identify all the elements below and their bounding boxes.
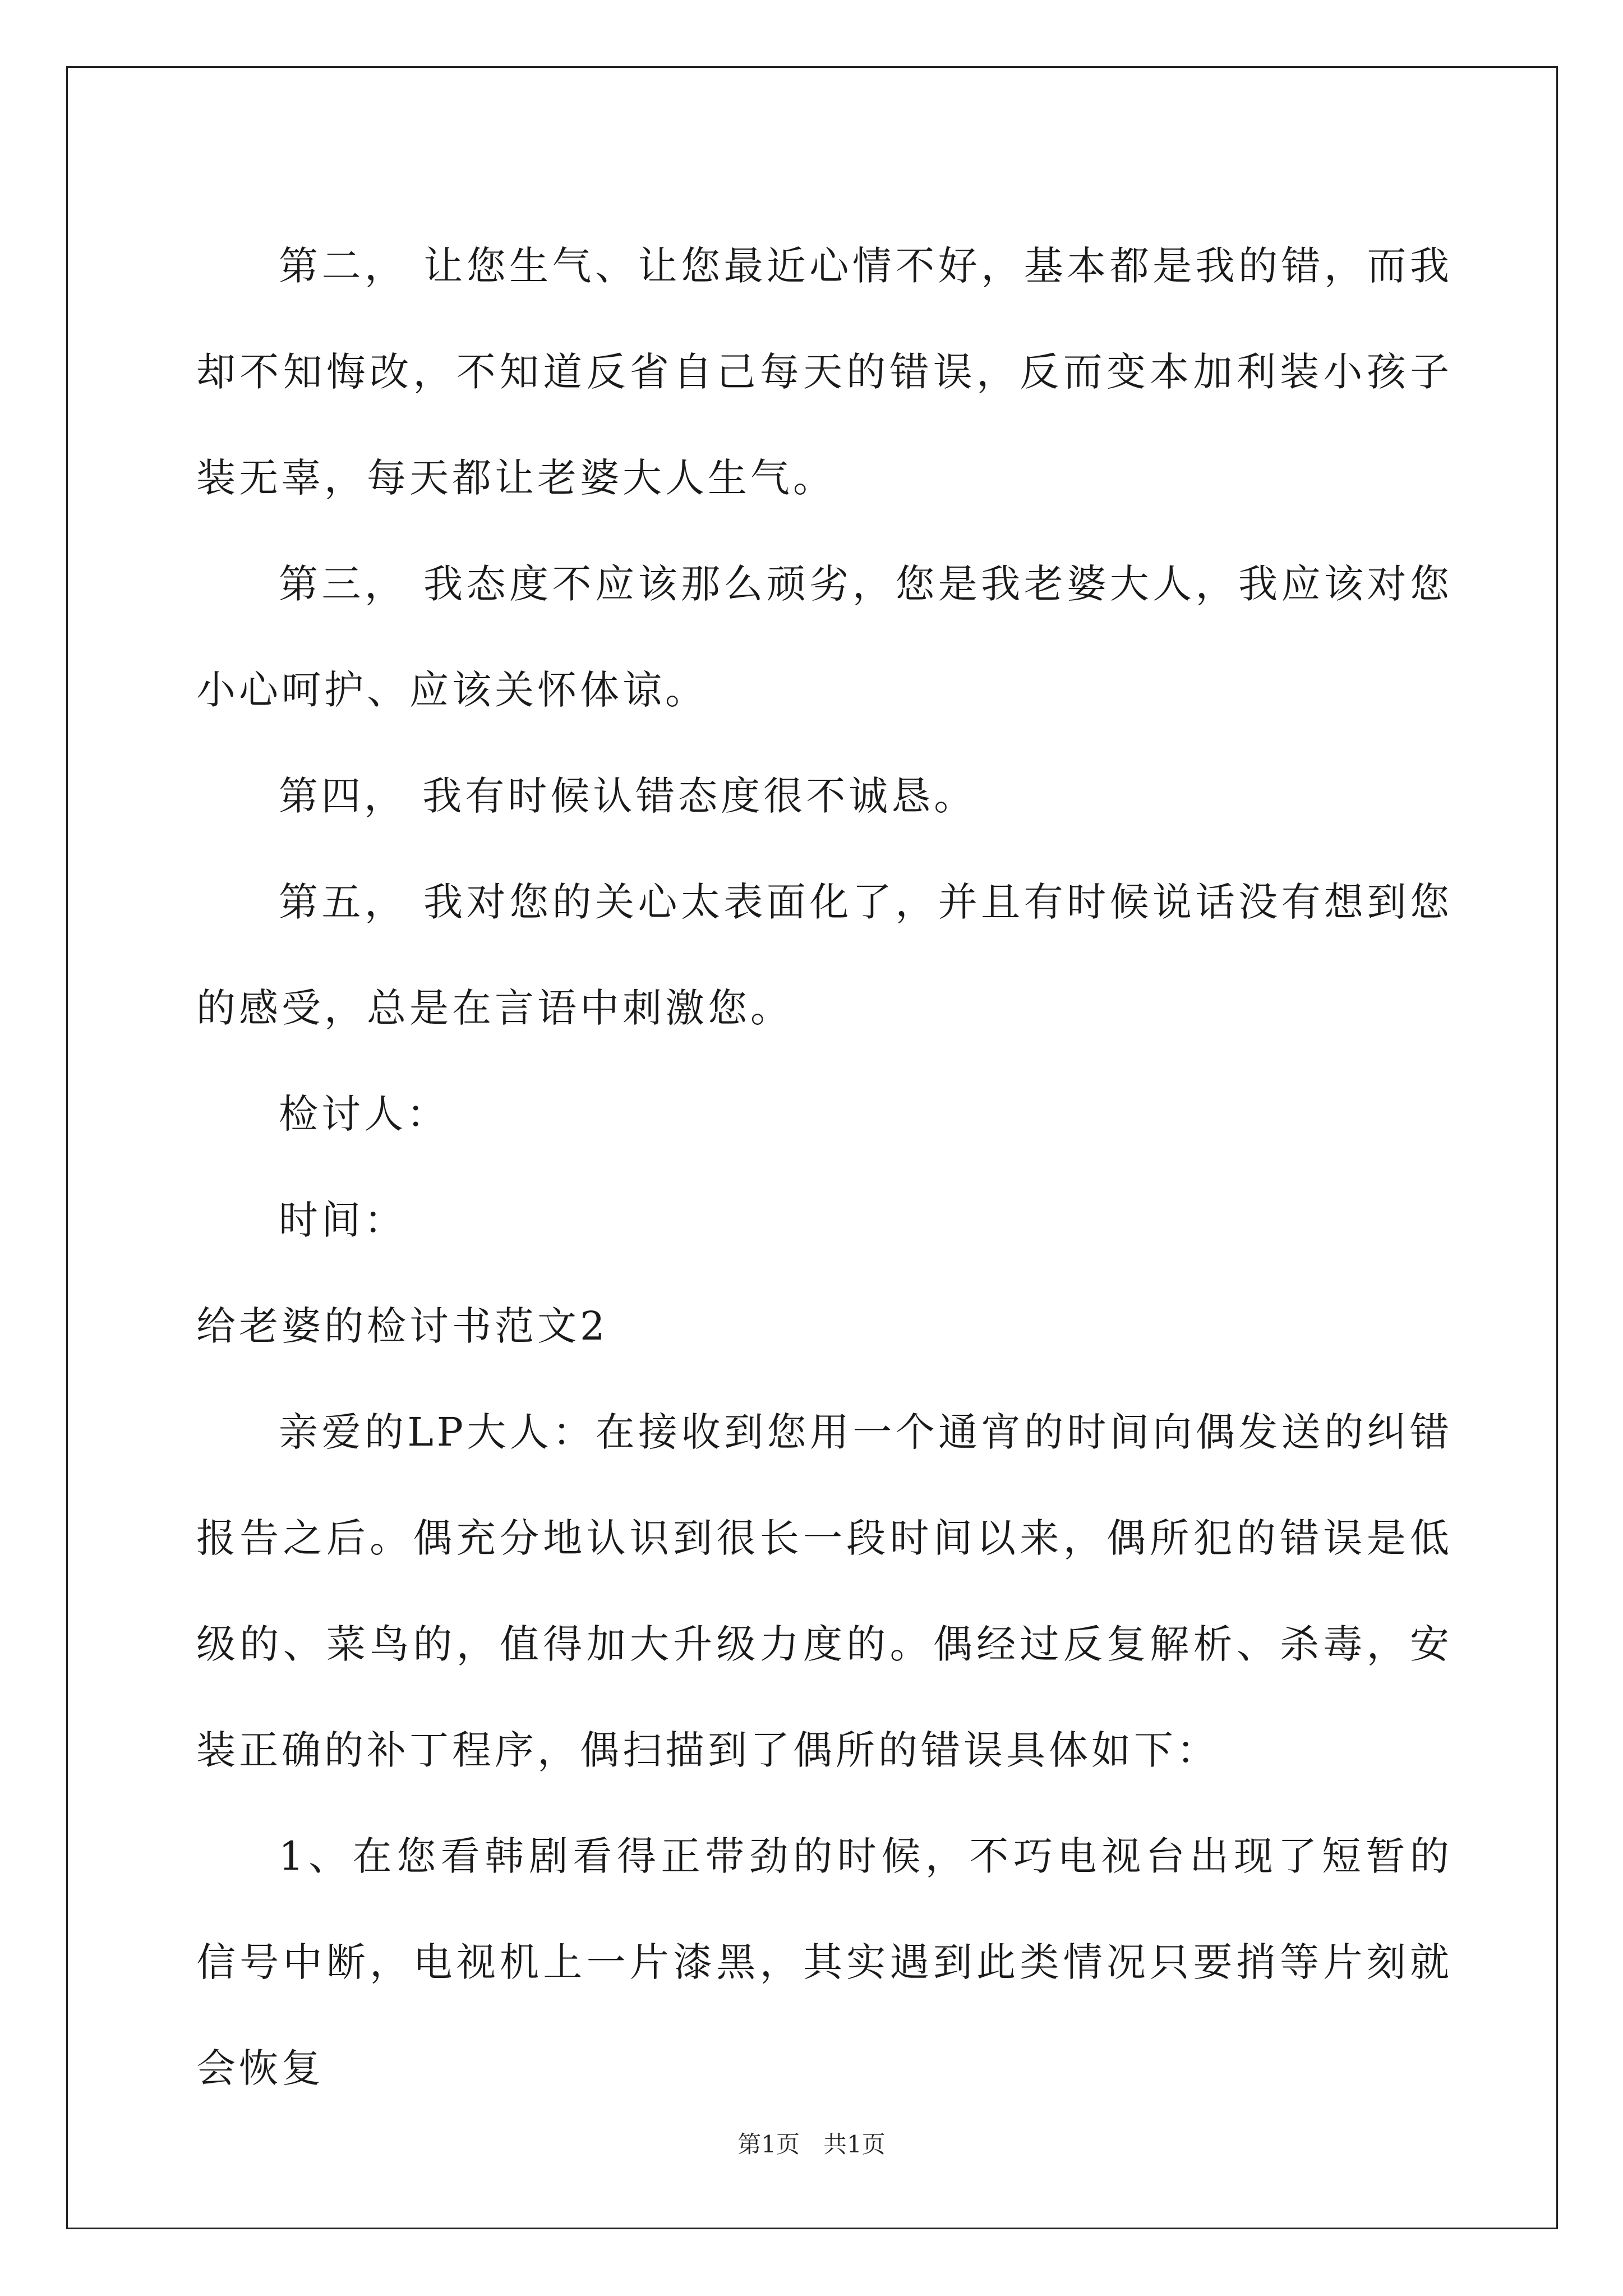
paragraph-3: 第三， 我态度不应该那么顽劣，您是我老婆大人，我应该对您小心呵护、应该关怀体谅。 <box>196 561 1453 713</box>
page-footer: 第1页 共1页 <box>737 2131 886 2158</box>
document-body <box>196 213 1453 2122</box>
paragraph-5: 第五， 我对您的关心太表面化了，并且有时候说话没有想到您的感受，总是在言语中刺激您。 <box>196 879 1453 1031</box>
reviewer-line: 检讨人： <box>279 1091 449 1137</box>
date-line: 时间： <box>279 1197 407 1243</box>
paragraph-4: 第四， 我有时候认错态度很不诚恳。 <box>279 773 977 819</box>
error-item-1: 1、在您看韩剧看得正带劲的时候，不巧电视台出现了短暂的信号中断，电视机上一片漆黑，其实遇到此类情况只要捎等片刻就会恢复 <box>196 1833 1453 2091</box>
paragraph-2: 第二， 让您生气、让您最近心情不好，基本都是我的错，而我却不知悔改，不知道反省自己每天的错误，反而变本加利装小孩子装无辜，每天都让老婆大人生气。 <box>196 243 1453 501</box>
letter-intro: 亲爱的LP大人：在接收到您用一个通宵的时间向偶发送的纠错报告之后。偶充分地认识到很长一段时间以来，偶所犯的错误是低级的、菜鸟的，值得加大升级力度的。偶经过反复解析、杀毒，安装正确的补丁程序，偶扫描到了偶所的错误具体如下： <box>196 1409 1453 1773</box>
section-heading: 给老婆的检讨书范文2 <box>196 1303 608 1349</box>
